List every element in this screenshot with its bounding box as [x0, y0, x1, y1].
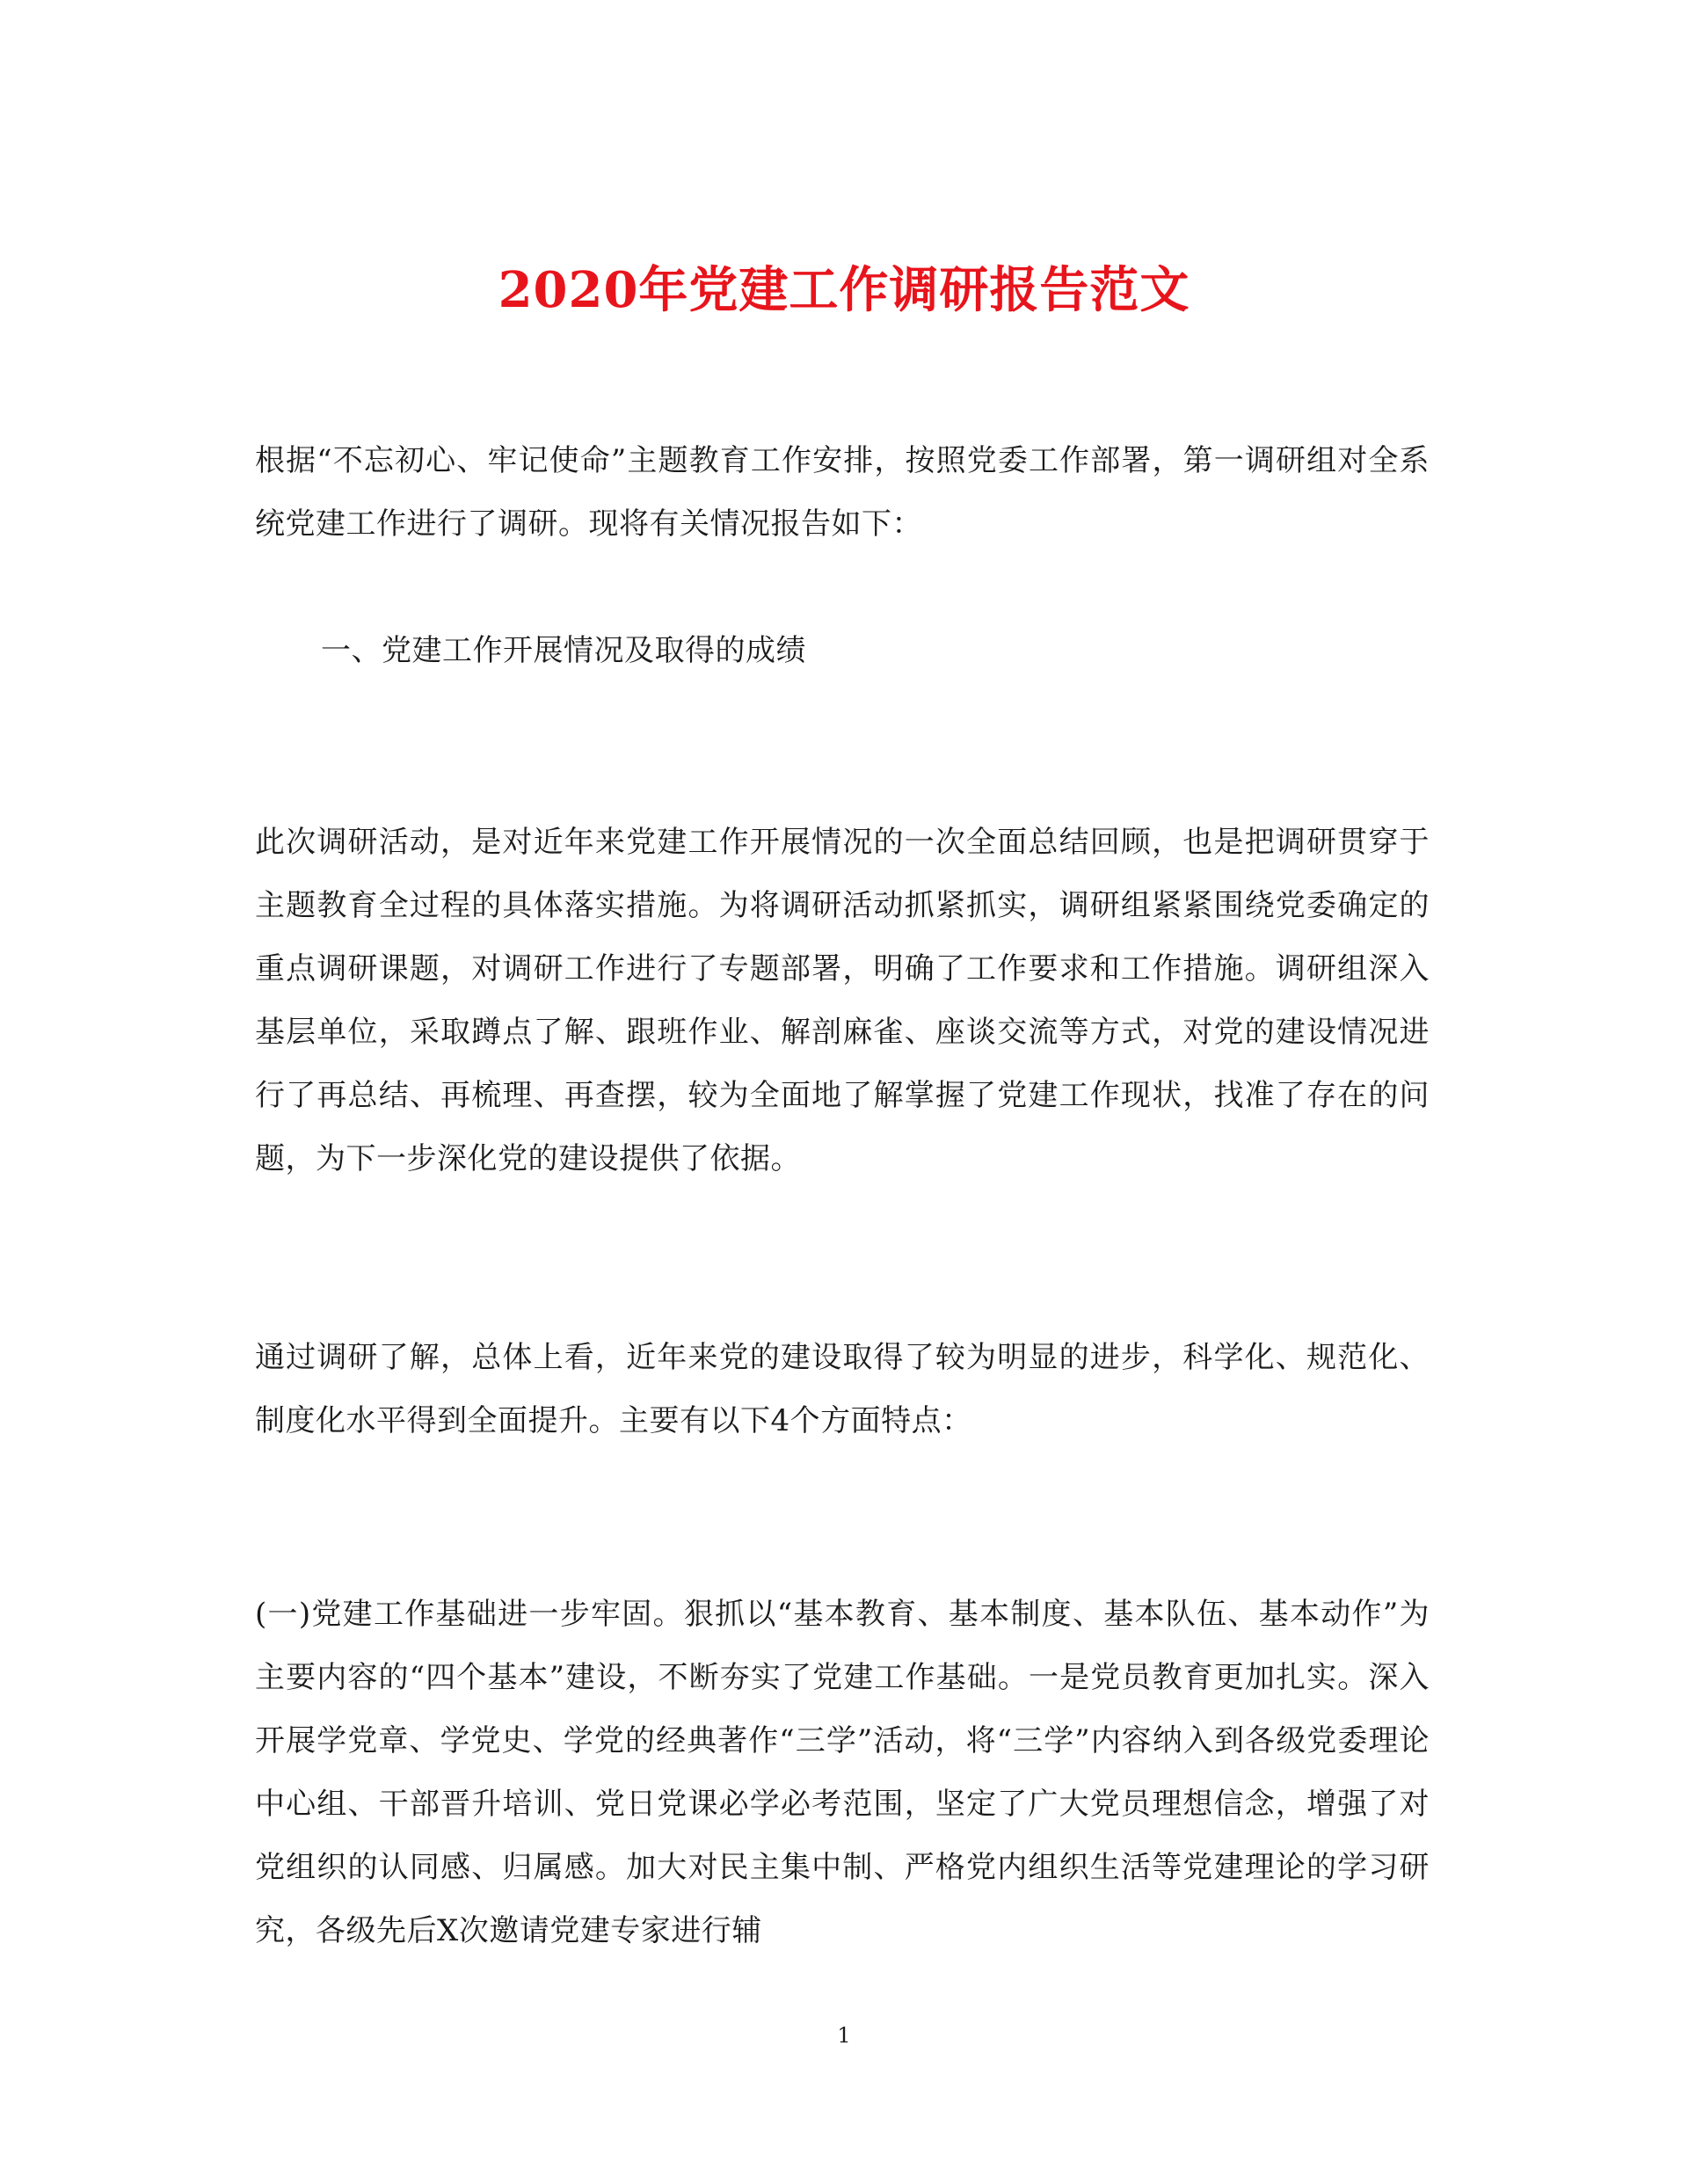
page-number: 1 [837, 2023, 851, 2048]
point-one-paragraph: (一)党建工作基础进一步牢固。狠抓以“基本教育、基本制度、基本队伍、基本动作”为主要内容的“四个基本”建设，不断夯实了党建工作基础。一是党员教育更加扎实。深入开展学党章、学党史、学党的经典著作“三学”活动，将“三学”内容纳入到各级党委理论中心组、干部晋升培训、党日党课必学必考范围，坚定了广大党员理想信念，增强了对党组织的认同感、归属感。加大对民主集中制、严格党内组织生活等党建理论的学习研究，各级先后X次邀请党建专家进行辅 [255, 1597, 1430, 1948]
overview-paragraph: 通过调研了解，总体上看，近年来党的建设取得了较为明显的进步，科学化、规范化、制度化水平得到全面提升。主要有以下4个方面特点： [255, 1340, 1430, 1438]
document-title: 2020年党建工作调研报告范文 [498, 260, 1190, 319]
section-heading: 一、党建工作开展情况及取得的成绩 [321, 633, 806, 668]
activity-paragraph: 此次调研活动，是对近年来党建工作开展情况的一次全面总结回顾，也是把调研贯穿于主题教育全过程的具体落实措施。为将调研活动抓紧抓实，调研组紧紧围绕党委确定的重点调研课题，对调研工作进行了专题部署，明确了工作要求和工作措施。调研组深入基层单位，采取蹲点了解、跟班作业、解剖麻雀、座谈交流等方式，对党的建设情况进行了再总结、再梳理、再查摆，较为全面地了解掌握了党建工作现状，找准了存在的问题，为下一步深化党的建设提供了依据。 [255, 825, 1430, 1176]
intro-paragraph: 根据“不忘初心、牢记使命”主题教育工作安排，按照党委工作部署，第一调研组对全系统党建工作进行了调研。现将有关情况报告如下： [255, 443, 1430, 542]
